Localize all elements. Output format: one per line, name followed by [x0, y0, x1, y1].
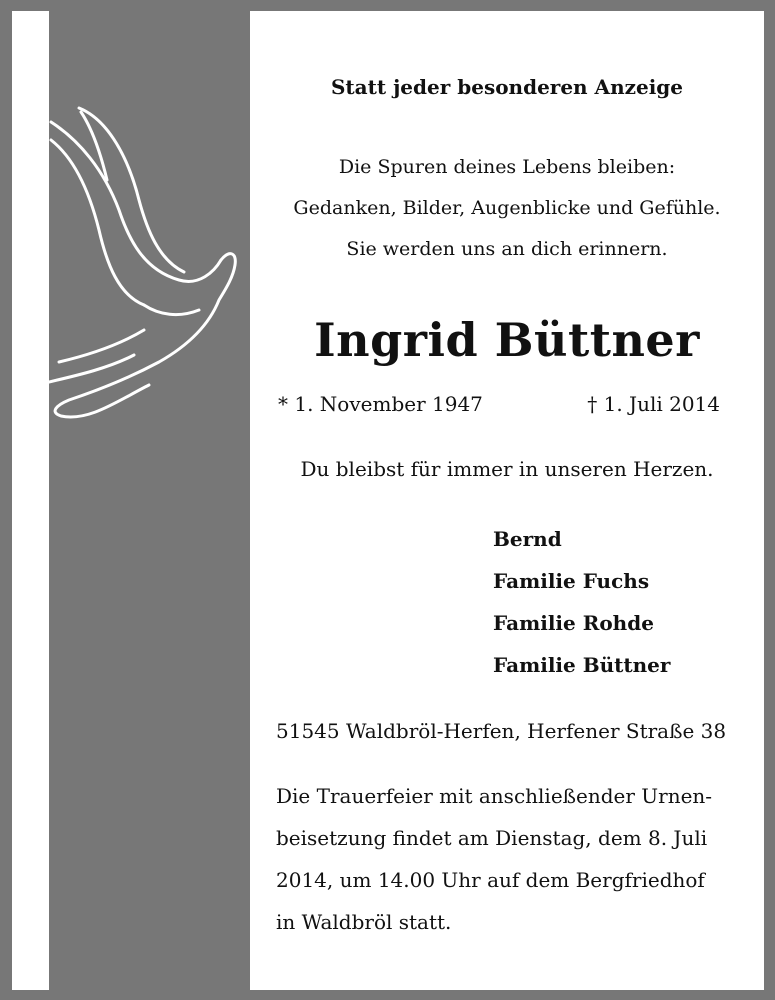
- mourners-list: [493, 518, 670, 686]
- obituary-page: [250, 11, 764, 990]
- dove-icon: [49, 100, 249, 430]
- quote-line: Die Spuren deines Lebens bleiben:: [338, 156, 676, 178]
- farewell-text: Du bleibst für immer in unseren Herzen.: [300, 457, 714, 481]
- life-dates: [278, 392, 718, 416]
- memorial-quote: [250, 147, 764, 270]
- address: 51545 Waldbröl-Herfen, Herfener Straße 38: [276, 719, 727, 743]
- funeral-info: [276, 775, 746, 943]
- funeral-line: beisetzung findet am Dienstag, dem 8. Juli: [276, 826, 708, 850]
- deceased-name: Ingrid Büttner: [314, 313, 700, 367]
- funeral-line: 2014, um 14.00 Uhr auf dem Bergfriedhof: [276, 868, 705, 892]
- notice-heading: Statt jeder besonderen Anzeige: [330, 75, 684, 99]
- death-date: † 1. Juli 2014: [587, 392, 720, 416]
- mourner-name: Familie Fuchs: [493, 569, 650, 593]
- funeral-line: Die Trauerfeier mit anschließender Urnen-: [276, 784, 713, 808]
- birth-date: * 1. November 1947: [278, 392, 483, 416]
- mourner-name: Familie Büttner: [493, 653, 671, 677]
- mourner-name: Bernd: [493, 527, 562, 551]
- quote-line: Gedanken, Bilder, Augenblicke und Gefühle.: [293, 197, 721, 219]
- left-border-strip: [12, 11, 49, 990]
- mourner-name: Familie Rohde: [493, 611, 654, 635]
- quote-line: Sie werden uns an dich erinnern.: [346, 238, 668, 260]
- funeral-line: in Waldbröl statt.: [276, 910, 452, 934]
